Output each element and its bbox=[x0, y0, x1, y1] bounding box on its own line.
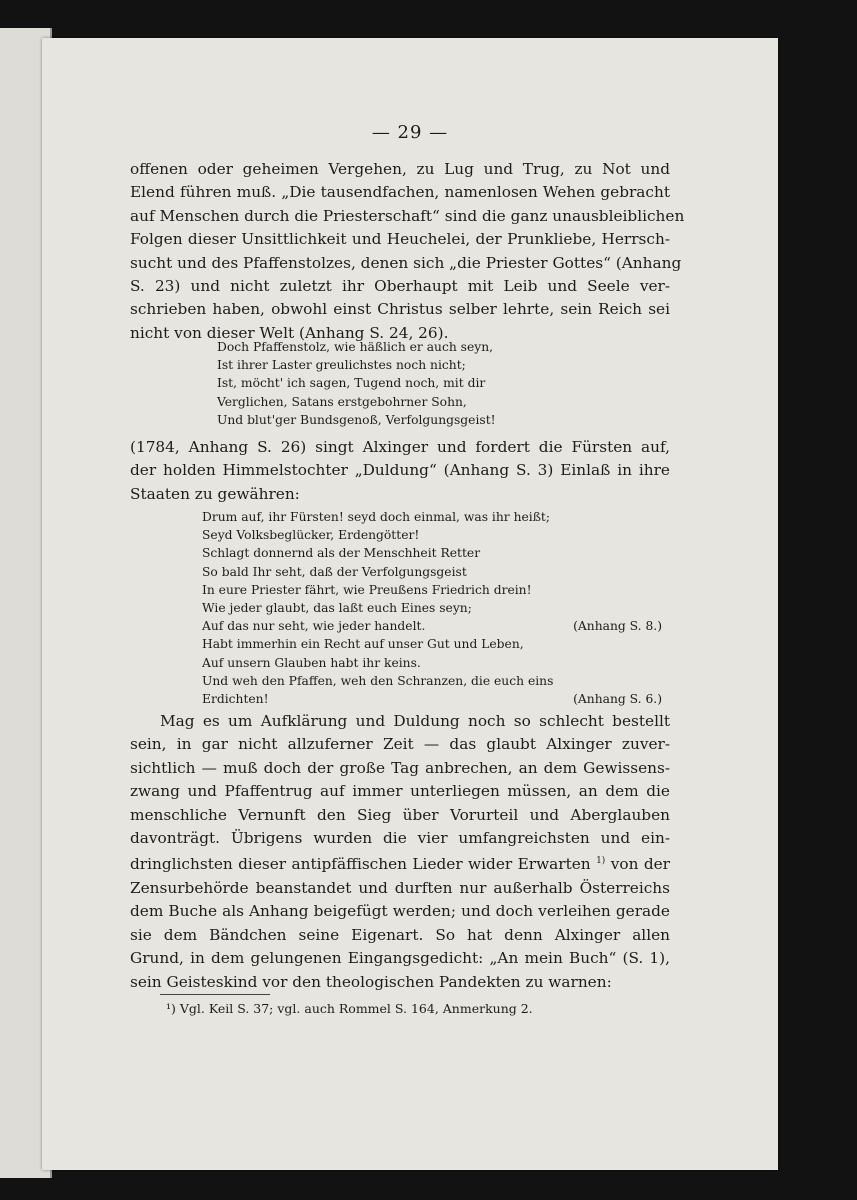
book-page bbox=[42, 38, 778, 1170]
verse-line: Drum auf, ihr Fürsten! seyd doch einmal, was ihr heißt; bbox=[202, 510, 550, 524]
verse-line: Auf unsern Glauben habt ihr keins. bbox=[202, 655, 421, 670]
text-line: nicht von dieser Welt (Anhang S. 24, 26). bbox=[130, 323, 449, 342]
text-line: sie dem Bändchen seine Eigenart. So hat denn Alxinger allen bbox=[130, 925, 670, 944]
verse-quote-1 bbox=[217, 338, 496, 429]
verse-line: Habt immerhin ein Recht auf unser Gut und Leben, bbox=[202, 637, 524, 652]
footnote-marker: 1) bbox=[596, 856, 606, 867]
text-line: der holden Himmelstochter „Duldung“ (Anhang S. 3) Einlaß in ihre bbox=[130, 461, 670, 480]
text-line: Folgen dieser Unsittlichkeit und Heuchelei, der Prunkliebe, Herrsch- bbox=[130, 230, 670, 249]
text-line: menschliche Vernunft den Sieg über Vorurteil und Aberglauben bbox=[130, 805, 670, 824]
text-fragment: dringlichsten dieser antipfäffischen Lieder wider Erwarten bbox=[130, 855, 591, 874]
text-line: (1784, Anhang S. 26) singt Alxinger und fordert die Fürsten auf, bbox=[130, 438, 670, 456]
verse-line-with-reference bbox=[202, 690, 662, 708]
paragraph-2 bbox=[130, 436, 670, 506]
text-line: Grund, in dem gelungenen Eingangsgedicht: „An mein Buch“ (S. 1), bbox=[130, 949, 670, 968]
text-line: davonträgt. Übrigens wurden die vier umfangreichsten und ein- bbox=[130, 829, 670, 848]
verse-line: Und weh den Pfaffen, weh den Schranzen, die euch eins bbox=[202, 673, 554, 688]
text-line: dem Buche als Anhang beigefügt werden; und doch verleihen gerade bbox=[130, 902, 670, 921]
source-reference: (Anhang S. 8.) bbox=[573, 619, 662, 634]
text-line: schrieben haben, obwohl einst Christus selber lehrte, sein Reich sei bbox=[130, 300, 670, 319]
verse-line: Erdichten! bbox=[202, 692, 269, 707]
text-line: offenen oder geheimen Vergehen, zu Lug und Trug, zu Not und bbox=[130, 160, 670, 178]
text-line-with-footnote bbox=[130, 850, 670, 877]
source-reference: (Anhang S. 6.) bbox=[573, 692, 662, 707]
footnote: ¹) Vgl. Keil S. 37; vgl. auch Rommel S. 164, Anmerkung 2. bbox=[166, 1001, 533, 1016]
verse-line: Seyd Volksbeglücker, Erdengötter! bbox=[202, 528, 420, 543]
verse-line: Ist ihrer Laster greulichstes noch nicht; bbox=[217, 358, 466, 373]
verse-line: So bald Ihr seht, daß der Verfolgungsgeist bbox=[202, 564, 467, 579]
text-line: Staaten zu gewähren: bbox=[130, 484, 300, 503]
verse-line: Ist, möcht' ich sagen, Tugend noch, mit dir bbox=[217, 376, 486, 391]
verse-line: Wie jeder glaubt, das laßt euch Eines seyn; bbox=[202, 601, 472, 616]
text-line: S. 23) und nicht zuletzt ihr Oberhaupt mit Leib und Seele ver- bbox=[130, 277, 670, 296]
verse-quote-2 bbox=[202, 508, 662, 708]
text-line: sein, in gar nicht allzuferner Zeit — das glaubt Alxinger zuver- bbox=[130, 735, 670, 754]
page-number: — 29 — bbox=[371, 122, 449, 143]
text-fragment: von der bbox=[610, 855, 670, 874]
verse-line: In eure Priester fährt, wie Preußens Friedrich drein! bbox=[202, 582, 532, 597]
text-line: sichtlich — muß doch der große Tag anbrechen, an dem Gewissens- bbox=[130, 758, 670, 777]
verse-line: Und blut'ger Bundsgenoß, Verfolgungsgeist! bbox=[217, 412, 496, 427]
verse-line: Doch Pfaffenstolz, wie häßlich er auch seyn, bbox=[217, 340, 494, 354]
footnote-divider bbox=[160, 994, 270, 995]
verse-line: Auf das nur seht, wie jeder handelt. bbox=[202, 619, 426, 634]
text-line: sucht und des Pfaffenstolzes, denen sich „die Priester Gottes“ (Anhang bbox=[130, 253, 682, 272]
text-line: Zensurbehörde beanstandet und durften nur außerhalb Österreichs bbox=[130, 878, 670, 897]
text-line: zwang und Pfaffentrug auf immer unterliegen müssen, an dem die bbox=[130, 782, 670, 801]
paragraph-3 bbox=[130, 710, 670, 994]
text-line: Elend führen muß. „Die tausendfachen, namenlosen Wehen gebracht bbox=[130, 183, 670, 202]
verse-line-with-reference bbox=[202, 617, 662, 635]
verse-line: Verglichen, Satans erstgebohrner Sohn, bbox=[217, 394, 467, 409]
verse-line: Schlagt donnernd als der Menschheit Retter bbox=[202, 546, 481, 561]
text-line: sein Geisteskind vor den theologischen Pandekten zu warnen: bbox=[130, 972, 612, 991]
text-line: auf Menschen durch die Priesterschaft“ sind die ganz unausbleiblichen bbox=[130, 206, 685, 225]
paragraph-1 bbox=[130, 158, 685, 345]
text-line: Mag es um Aufklärung und Duldung noch so schlecht bestellt bbox=[160, 712, 670, 730]
